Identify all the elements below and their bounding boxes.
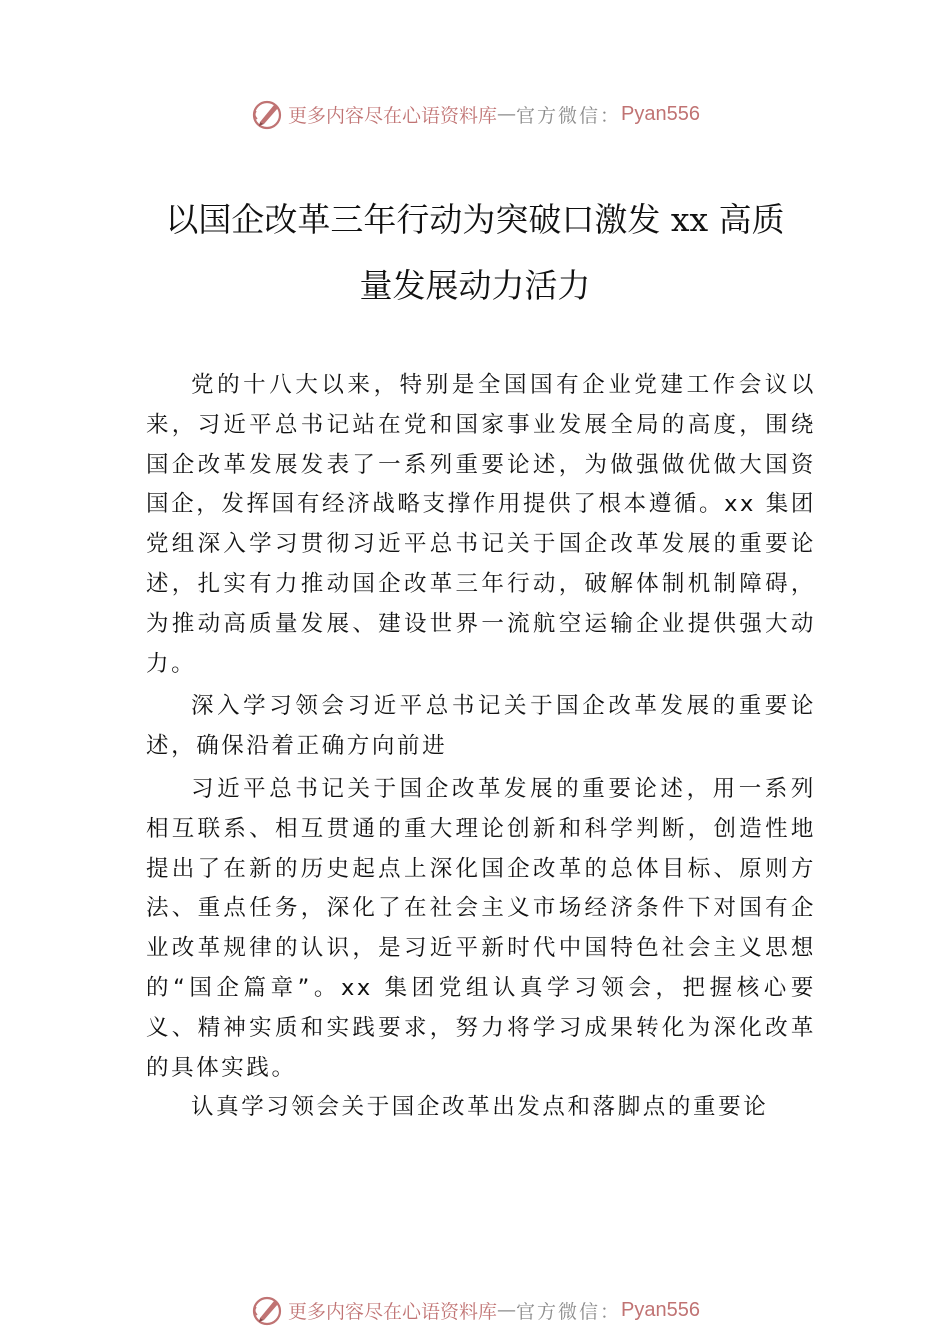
- wechat-label: 官方微信：: [516, 104, 622, 127]
- paragraph-partial: 认真学习领会关于国企改革出发点和落脚点的重要论: [191, 1094, 769, 1121]
- paragraph-intro: 党的十八大以来，特别是全国国有企业党建工作会议以来，习近平总书记站在党和国家事业发展全局的高度，围绕国企改革发展发表了一系列重要论述，为做强做优做大国资国企，发挥国有经济战略支撑作用提供了根本遵循。xx 集团党组深入学习贯彻习近平总书记关于国企改革发展的重要论述，扎实有力推动国企改革三年行动，破解体制机制障碍，为推动高质量发展、建设世界一流航空运输企业提供强大动力。: [146, 372, 816, 677]
- document-body: [146, 366, 816, 1128]
- wechat-label: 官方微信：: [516, 1300, 622, 1323]
- header-banner: [0, 94, 950, 134]
- wechat-id: Pyan556: [621, 1298, 700, 1321]
- banner-dash: —: [497, 1299, 517, 1321]
- document-title-line-1: 以国企改革三年行动为突破口激发 xx 高质: [165, 200, 785, 239]
- banner-dash: —: [497, 103, 517, 125]
- section-heading: 深入学习领会习近平总书记关于国企改革发展的重要论述，确保沿着正确方向前进: [146, 693, 816, 760]
- wechat-id: Pyan556: [621, 102, 700, 125]
- pen-logo-icon: [250, 97, 284, 131]
- brand-text: 更多内容尽在心语资料库: [288, 104, 498, 127]
- brand-text: 更多内容尽在心语资料库: [288, 1300, 498, 1323]
- footer-banner: [0, 1290, 950, 1330]
- paragraph-body: 习近平总书记关于国企改革发展的重要论述，用一系列相互联系、相互贯通的重大理论创新和科学判断，创造性地提出了在新的历史起点上深化国企改革的总体目标、原则方法、重点任务，深化了在社会主义市场经济条件下对国有企业改革规律的认识，是习近平新时代中国特色社会主义思想的“国企篇章”。xx 集团党组认真学习领会，把握核心要义、精神实质和实践要求，努力将学习成果转化为深化改革的具体实践。: [146, 775, 816, 1081]
- pen-logo-icon: [250, 1293, 284, 1327]
- document-title-line-2: 量发展动力活力: [359, 266, 591, 305]
